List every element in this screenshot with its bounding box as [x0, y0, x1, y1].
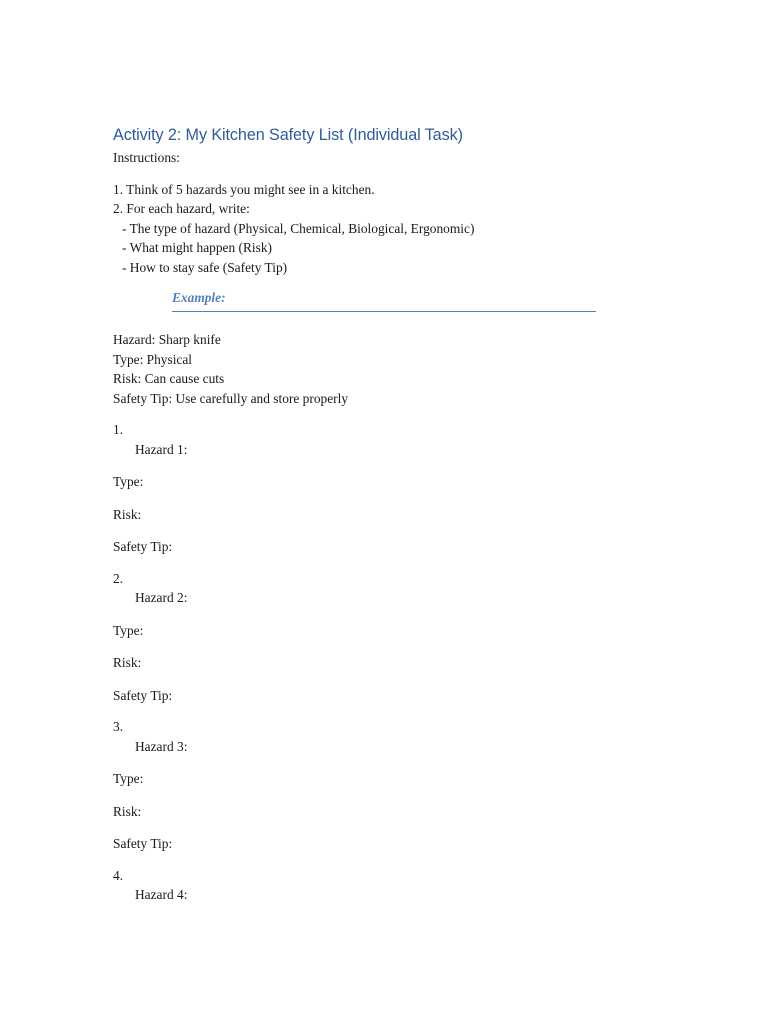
- entry-hazard-field: Hazard 3:: [135, 738, 188, 754]
- example-heading: [172, 288, 596, 312]
- step-2-sub-type: - The type of hazard (Physical, Chemical, Biological, Ergonomic): [122, 220, 475, 236]
- entry-hazard-field: Hazard 1:: [135, 441, 188, 457]
- entry-number: 4.: [113, 867, 124, 883]
- entry-risk-field: Risk:: [113, 506, 142, 522]
- entry-number: 1.: [113, 422, 124, 437]
- entry-risk-field: Risk:: [113, 655, 142, 670]
- entry-type-field: Type:: [113, 474, 144, 489]
- page-title: Activity 2: My Kitchen Safety List (Individual Task): [113, 126, 463, 144]
- step-2-sub-tip: - How to stay safe (Safety Tip): [122, 259, 288, 275]
- document-page: [113, 124, 673, 905]
- entry-type-field: Type:: [113, 771, 144, 786]
- example-risk: Risk: Can cause cuts: [113, 371, 225, 386]
- step-2-sub-risk: - What might happen (Risk): [122, 240, 272, 255]
- step-1: 1. Think of 5 hazards you might see in a kitchen.: [113, 181, 375, 197]
- hazard-entry-3: [113, 717, 673, 854]
- instructions-label: Instructions:: [113, 150, 180, 165]
- example-tip: Safety Tip: Use carefully and store properly: [113, 390, 349, 406]
- entry-hazard-field: Hazard 2:: [135, 590, 188, 605]
- hazard-entry-1: [113, 420, 673, 557]
- entry-number: 2.: [113, 570, 124, 586]
- example-type: Type: Physical: [113, 351, 193, 367]
- entry-type-field: Type:: [113, 622, 144, 638]
- entry-tip-field: Safety Tip:: [113, 836, 173, 851]
- hazard-entry-2: [113, 569, 673, 706]
- entry-risk-field: Risk:: [113, 803, 142, 819]
- entry-number: 3.: [113, 719, 124, 734]
- example-label: Example:: [172, 290, 226, 305]
- entry-tip-field: Safety Tip:: [113, 539, 173, 554]
- hazard-entry-4: [113, 866, 673, 905]
- entry-tip-field: Safety Tip:: [113, 687, 173, 703]
- step-2: 2. For each hazard, write:: [113, 201, 250, 216]
- entry-hazard-field: Hazard 4:: [135, 887, 188, 902]
- example-hazard: Hazard: Sharp knife: [113, 332, 221, 347]
- example-block: [113, 330, 673, 408]
- instruction-steps: [113, 180, 673, 278]
